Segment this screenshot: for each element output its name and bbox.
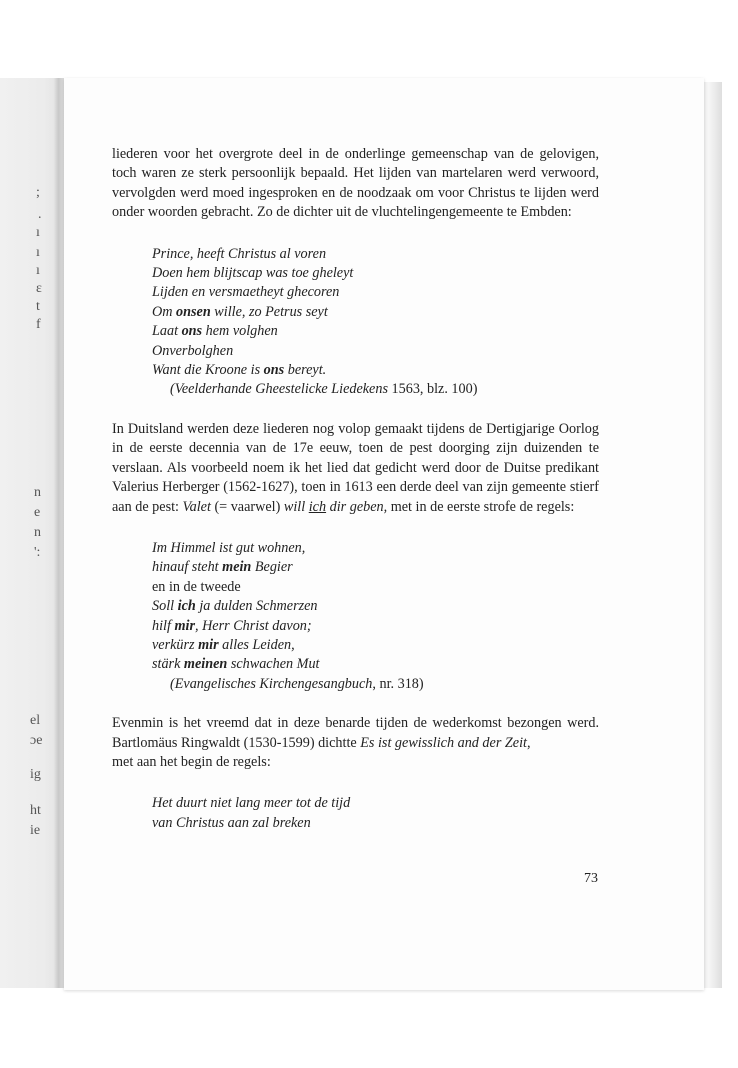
poem-line: Im Himmel ist gut wohnen, xyxy=(152,539,306,556)
left-page-fragment: f xyxy=(36,317,41,332)
left-page-fragment: ɛ xyxy=(36,281,42,296)
poem-line: stärk meinen schwachen Mut xyxy=(152,656,320,673)
poem-line: van Christus aan zal breken xyxy=(152,814,311,831)
poem-line: hilf mir, Herr Christ davon; xyxy=(152,617,312,634)
poem-herberger xyxy=(152,539,599,694)
left-page-fragment: ht xyxy=(30,803,41,818)
left-page xyxy=(0,78,62,988)
poem-line: Lijden en versmaetheyt ghecoren xyxy=(152,284,340,301)
poem-line: hinauf steht mein Begier xyxy=(152,559,293,576)
left-page-fragment: ; xyxy=(36,185,40,200)
left-page-fragment: n xyxy=(34,485,41,500)
left-page-fragment: ie xyxy=(30,823,41,838)
poem-source: (Veelderhande Gheestelicke Liedekens 1563, blz. 100) xyxy=(170,381,478,398)
poem-line: Onverbolghen xyxy=(152,342,234,359)
poem-line: en in de tweede xyxy=(152,578,241,595)
page-text xyxy=(112,145,599,853)
paragraph-3-continued: met aan het begin de regels: xyxy=(112,753,271,770)
book-gutter xyxy=(54,78,64,988)
left-page-fragment: n xyxy=(34,525,41,540)
left-page-fragment: e xyxy=(34,505,41,520)
left-page-fragment: ı xyxy=(36,225,40,240)
poem-line: Prince, heeft Christus al voren xyxy=(152,245,327,262)
poem-ringwaldt xyxy=(152,794,599,833)
paragraph-3: Evenmin is het vreemd dat in deze benarde tijden de wederkomst bezongen werd. Bartlomäus Ringwaldt (1530-1599) dichtte Es ist gewisslich and der Zeit, xyxy=(112,715,599,751)
left-page-fragment: ig xyxy=(30,767,41,782)
poem-line: Doen hem blijtscap was toe gheleyt xyxy=(152,265,354,282)
left-page-fragment: . xyxy=(38,207,42,222)
left-page-fragment: el xyxy=(30,713,41,728)
poem-embden xyxy=(152,245,599,400)
left-page-fragment: ɔe xyxy=(30,733,43,748)
left-page-fragment: ı xyxy=(36,263,40,278)
poem-source: (Evangelisches Kirchengesangbuch, nr. 318) xyxy=(170,675,424,692)
left-page-fragment: t xyxy=(36,299,40,314)
paragraph-2: In Duitsland werden deze liederen nog volop gemaakt tijdens de Dertigjarige Oorlog in de eerste decennia van de 17e eeuw, toen de pest doorging zijn duizenden te verslaan. Als voorbeeld noem ik het lied dat gedicht werd door de Duitse predikant Valerius Herberger (1562-1627), toen in 1613 een derde deel van zijn gemeente stierf aan de pest: Valet (= vaarwel) will ich dir geben, met in de eerste strofe de regels: xyxy=(112,420,599,515)
poem-line: Het duurt niet lang meer tot de tijd xyxy=(152,795,351,812)
page-number: 73 xyxy=(584,871,598,886)
left-page-fragment: ': xyxy=(34,545,41,560)
poem-line: Soll ich ja dulden Schmerzen xyxy=(152,598,318,615)
left-page-fragment: ı xyxy=(36,245,40,260)
book-page xyxy=(64,78,704,990)
paragraph-1: liederen voor het overgrote deel in de onderlinge gemeenschap van de gelovigen, toch waren ze sterk persoonlijk bepaald. Het lijden van martelaren werd verwoord, vervolgden werd moed ingesproken en de noodzaak om voor Christus te lijden werd onder woorden gebracht. Zo de dichter uit de vluchtelingengemeente te Embden: xyxy=(112,146,599,221)
poem-line: Laat ons hem volghen xyxy=(152,323,278,340)
poem-line: Want die Kroone is ons bereyt. xyxy=(152,362,327,379)
poem-line: verkürz mir alles Leiden, xyxy=(152,636,295,653)
poem-line: Om onsen wille, zo Petrus seyt xyxy=(152,303,328,320)
